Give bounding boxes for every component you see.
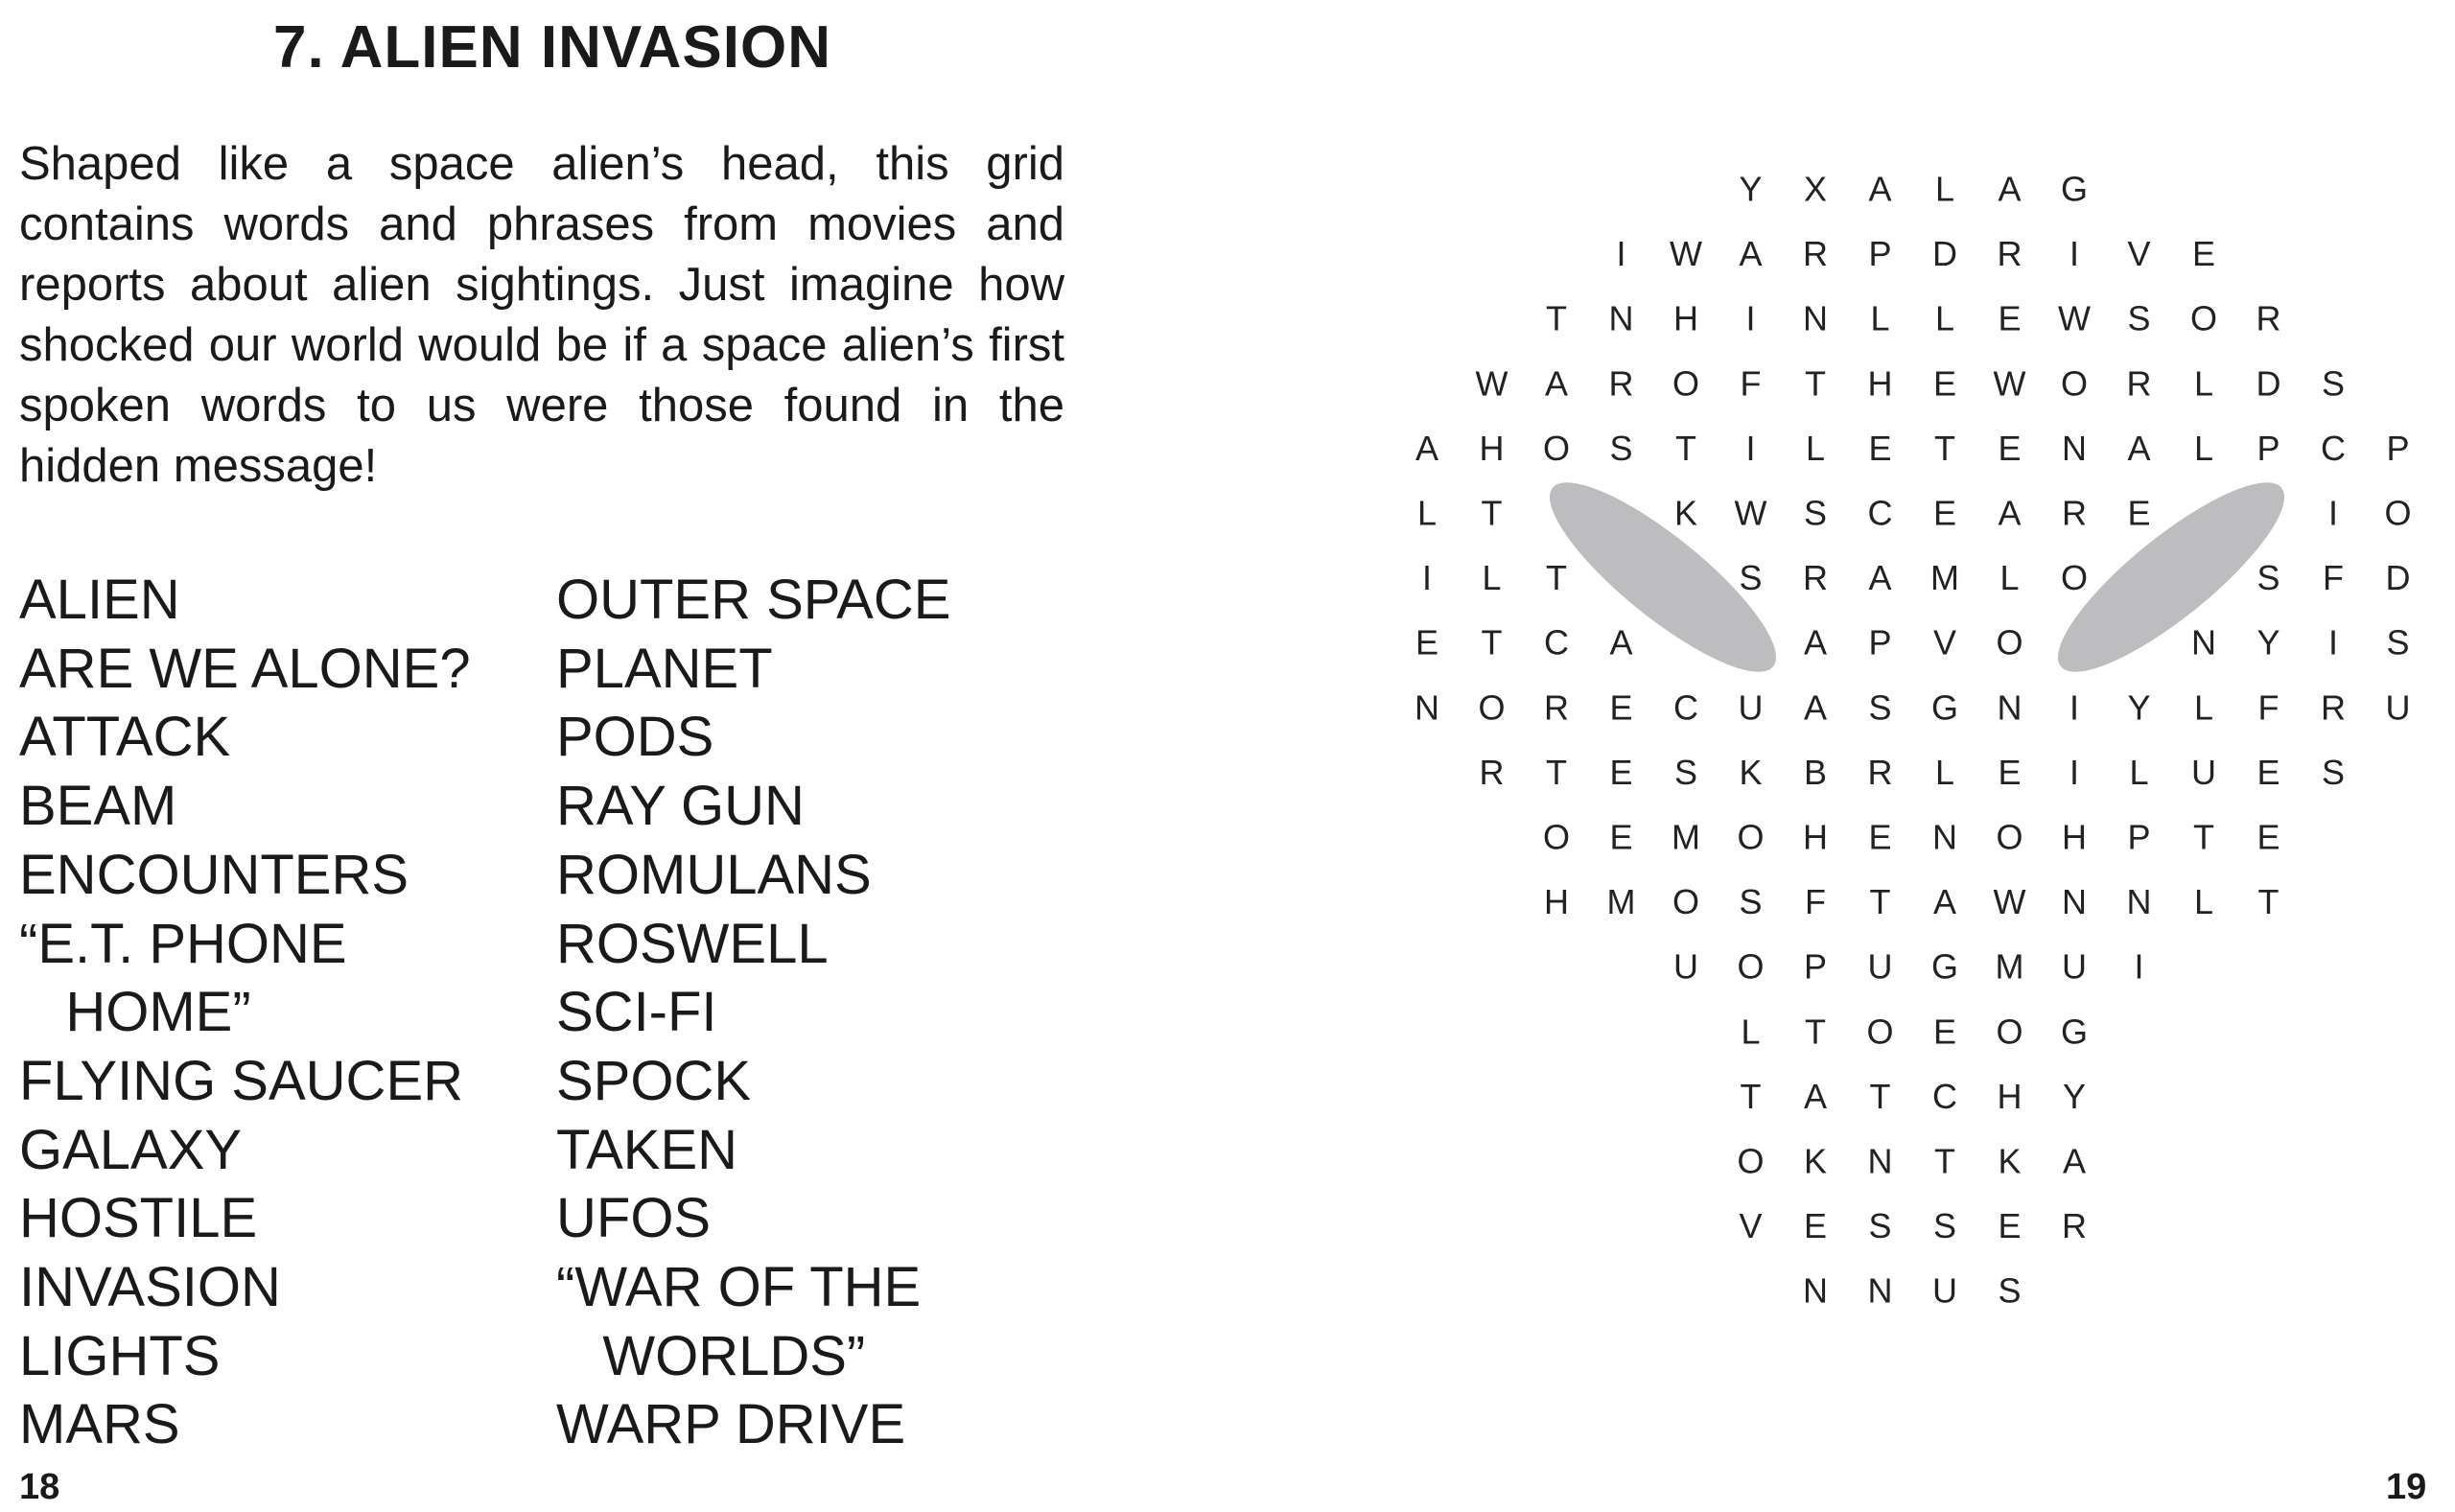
word-list-item: PODS <box>556 706 714 769</box>
grid-letter: Y <box>2256 622 2280 663</box>
word-list-item: “WAR OF THE <box>556 1256 922 1319</box>
grid-letter: I <box>1616 234 1626 274</box>
grid-letter: N <box>1867 1141 1893 1181</box>
grid-letter: E <box>2191 234 2216 274</box>
word-list-item: WORLDS” <box>556 1324 866 1387</box>
grid-letter: E <box>1868 817 1892 857</box>
word-list-item: PLANET <box>556 637 773 700</box>
grid-letter: M <box>1672 817 1700 857</box>
word-list-item: GALAXY <box>19 1118 243 1181</box>
grid-letter: C <box>1932 1076 1957 1116</box>
grid-letter: G <box>1930 687 1959 728</box>
grid-letter: R <box>1803 558 1828 598</box>
grid-letter: C <box>1673 687 1698 728</box>
grid-letter: L <box>1741 1012 1761 1052</box>
grid-letter: S <box>1609 428 1633 468</box>
grid-letter: T <box>1546 752 1567 792</box>
grid-letter: D <box>2256 363 2281 404</box>
grid-letter: F <box>1805 882 1826 922</box>
grid-letter: E <box>1998 428 2022 468</box>
grid-letter: H <box>1867 363 1893 404</box>
grid-letter: A <box>1803 622 1828 663</box>
grid-letter: H <box>1673 298 1698 338</box>
grid-letter: N <box>2062 428 2087 468</box>
grid-letter: O <box>1672 882 1700 922</box>
word-list-item: BEAM <box>19 775 177 838</box>
grid-letter: L <box>1934 169 1955 209</box>
word-list-item: SPOCK <box>556 1049 752 1112</box>
grid-letter: R <box>2321 687 2346 728</box>
grid-letter: P <box>1803 946 1828 987</box>
grid-letter: L <box>2129 752 2149 792</box>
word-list-item: WARP DRIVE <box>556 1393 906 1456</box>
grid-letter: U <box>1867 946 1893 987</box>
grid-letter: L <box>1482 558 1502 598</box>
grid-letter: T <box>1481 493 1503 533</box>
grid-letter: I <box>2134 946 2144 987</box>
grid-letter: S <box>1868 1206 1892 1246</box>
grid-letter: U <box>1932 1270 1957 1311</box>
grid-letter: C <box>2321 428 2346 468</box>
grid-letter: M <box>1930 558 1959 598</box>
grid-letter: E <box>1998 298 2022 338</box>
grid-letter: E <box>1998 1206 2022 1246</box>
grid-letter: P <box>1868 234 1892 274</box>
grid-letter: S <box>1739 882 1763 922</box>
grid-letter: H <box>2062 817 2087 857</box>
grid-letter: L <box>1934 752 1955 792</box>
grid-letter: R <box>1608 363 1634 404</box>
grid-letter: E <box>1609 817 1633 857</box>
grid-letter: P <box>1868 622 1892 663</box>
grid-letter: I <box>2069 234 2080 274</box>
grid-letter: L <box>1934 298 1955 338</box>
word-list-item: ARE WE ALONE? <box>19 637 471 700</box>
grid-letter: I <box>1421 558 1433 598</box>
grid-letter: A <box>1609 622 1633 663</box>
grid-letter: C <box>1544 622 1569 663</box>
word-list-item: UFOS <box>556 1187 712 1250</box>
grid-letter: R <box>2062 493 2087 533</box>
grid-letter: H <box>1997 1076 2022 1116</box>
grid-letter: V <box>1739 1206 1763 1246</box>
grid-letter: A <box>1544 363 1569 404</box>
grid-letter: S <box>1739 558 1763 598</box>
grid-letter: B <box>1803 752 1828 792</box>
grid-letter: F <box>2323 558 2344 598</box>
grid-letter: E <box>1803 1206 1828 1246</box>
word-list-item: ROSWELL <box>556 912 829 975</box>
grid-letter: O <box>1737 817 1765 857</box>
grid-letter: O <box>1996 622 2023 663</box>
grid-letter: O <box>1672 363 1700 404</box>
grid-letter: D <box>1932 234 1957 274</box>
grid-letters <box>1415 170 2412 1311</box>
grid-letter: A <box>1803 1076 1828 1116</box>
puzzle-title: 7. ALIEN INVASION <box>273 14 831 81</box>
grid-letter: R <box>1997 234 2022 274</box>
grid-letter: U <box>1673 946 1698 987</box>
grid-letter: T <box>1934 1141 1955 1181</box>
grid-letter: O <box>2384 493 2412 533</box>
grid-letter: L <box>1999 558 2020 598</box>
grid-letter: M <box>1606 882 1636 922</box>
grid-letter: G <box>2060 169 2089 209</box>
grid-letter: O <box>1996 817 2023 857</box>
grid-letter: H <box>1544 882 1569 922</box>
grid-letter: S <box>2256 558 2280 598</box>
grid-letter: A <box>2062 1141 2087 1181</box>
grid-letter: L <box>2193 428 2214 468</box>
grid-letter: W <box>1670 234 1702 274</box>
intro-paragraph: Shaped like a space alien’s head, this grid contains words and phrases from movies and reports about alien sightings. Just imagine how shocked our world would be if a space alien’s first spoken words to us were those found in the hidden message! <box>19 138 1064 492</box>
grid-letter: A <box>2127 428 2151 468</box>
grid-letter: L <box>2193 363 2214 404</box>
grid-letter: E <box>1998 752 2022 792</box>
grid-letter: A <box>1868 558 1892 598</box>
grid-letter: I <box>1745 428 1756 468</box>
grid-letter: N <box>2191 622 2216 663</box>
word-list-item: FLYING SAUCER <box>19 1049 464 1112</box>
grid-letter: T <box>1546 298 1567 338</box>
grid-letter: E <box>2127 493 2151 533</box>
grid-letter: I <box>2069 687 2080 728</box>
grid-letter: A <box>1868 169 1892 209</box>
grid-letter: L <box>2193 882 2214 922</box>
grid-letter: R <box>2062 1206 2087 1246</box>
grid-letter: A <box>1739 234 1763 274</box>
grid-letter: K <box>1803 1141 1828 1181</box>
grid-letter: H <box>1479 428 1505 468</box>
word-list-item: TAKEN <box>556 1118 738 1181</box>
word-list-item: LIGHTS <box>19 1324 221 1387</box>
grid-letter: S <box>1803 493 1828 533</box>
grid-letter: T <box>1869 882 1891 922</box>
grid-letter: T <box>1546 558 1567 598</box>
page-number-left: 18 <box>19 1467 60 1507</box>
grid-letter: V <box>1932 622 1957 663</box>
grid-letter: T <box>1675 428 1696 468</box>
word-list-item: “E.T. PHONE <box>19 912 347 975</box>
grid-letter: I <box>1745 298 1756 338</box>
grid-letter: T <box>2193 817 2214 857</box>
grid-letter: I <box>2069 752 2080 792</box>
grid-letter: S <box>2386 622 2410 663</box>
word-list-item: SCI-FI <box>556 981 717 1044</box>
grid-letter: N <box>1803 1270 1828 1311</box>
grid-letter: E <box>2256 752 2280 792</box>
grid-letter: T <box>1934 428 1955 468</box>
grid-letter: N <box>1608 298 1634 338</box>
grid-letter: L <box>1870 298 1890 338</box>
grid-letter: W <box>2058 298 2091 338</box>
grid-letter: S <box>1673 752 1698 792</box>
grid-letter: O <box>1737 946 1765 987</box>
word-list-item: HOSTILE <box>19 1187 258 1250</box>
grid-letter: P <box>2386 428 2410 468</box>
word-list-item: ROMULANS <box>556 843 872 906</box>
grid-letter: A <box>1415 428 1439 468</box>
grid-letter: V <box>2127 234 2151 274</box>
grid-letter: W <box>1993 363 2026 404</box>
grid-letter: N <box>1932 817 1957 857</box>
grid-letter: L <box>2193 687 2214 728</box>
grid-letter: R <box>1867 752 1893 792</box>
grid-letter: E <box>1932 363 1957 404</box>
grid-letter: A <box>1932 882 1957 922</box>
grid-letter: O <box>1996 1012 2023 1052</box>
grid-letter: A <box>1998 169 2022 209</box>
grid-letter: E <box>1415 622 1439 663</box>
grid-letter: R <box>2256 298 2281 338</box>
word-list-item: HOME” <box>19 981 251 1044</box>
grid-letter: S <box>2321 363 2346 404</box>
word-list-item: ALIEN <box>19 569 180 631</box>
grid-letter: E <box>1609 752 1633 792</box>
grid-letter: L <box>1805 428 1826 468</box>
grid-letter: N <box>2126 882 2152 922</box>
grid-letter: G <box>1930 946 1959 987</box>
grid-letter: A <box>1998 493 2022 533</box>
grid-letter: O <box>2189 298 2218 338</box>
grid-letter: N <box>2062 882 2087 922</box>
grid-letter: O <box>1542 428 1571 468</box>
word-list-item: RAY GUN <box>556 775 805 838</box>
grid-letter: U <box>2062 946 2087 987</box>
alien-eyes <box>1528 456 2307 698</box>
grid-letter: E <box>1932 1012 1957 1052</box>
grid-letter: S <box>1932 1206 1957 1246</box>
grid-letter: T <box>1481 622 1503 663</box>
grid-letter: O <box>2060 363 2089 404</box>
grid-letter: E <box>1609 687 1633 728</box>
grid-letter: I <box>2327 622 2339 663</box>
grid-letter: P <box>2127 817 2151 857</box>
grid-letter: N <box>1415 687 1439 728</box>
grid-letter: Y <box>2127 687 2151 728</box>
grid-letter: O <box>1737 1141 1765 1181</box>
grid-letter: U <box>2191 752 2216 792</box>
grid-letter: E <box>1868 428 1892 468</box>
grid-letter: U <box>1738 687 1764 728</box>
word-list-item: ATTACK <box>19 706 231 769</box>
grid-letter: W <box>1993 882 2026 922</box>
word-list-item: INVASION <box>19 1256 281 1319</box>
grid-letter: R <box>1544 687 1569 728</box>
grid-letter: W <box>1734 493 1767 533</box>
grid-letter: L <box>1416 493 1438 533</box>
grid-letter: Y <box>2062 1076 2087 1116</box>
word-list-item: MARS <box>19 1393 180 1456</box>
word-list-item: OUTER SPACE <box>556 569 951 631</box>
grid-letter: T <box>2257 882 2280 922</box>
grid-letter: K <box>1739 752 1763 792</box>
grid-letter: U <box>2385 687 2411 728</box>
grid-letter: K <box>1673 493 1698 533</box>
grid-letter: P <box>2256 428 2280 468</box>
grid-letter: T <box>1805 363 1826 404</box>
grid-letter: O <box>1866 1012 1894 1052</box>
grid-letter: S <box>1998 1270 2022 1311</box>
grid-letter: O <box>1542 817 1571 857</box>
grid-letter: S <box>2321 752 2346 792</box>
grid-letter: O <box>1478 687 1506 728</box>
grid-letter: R <box>1803 234 1828 274</box>
grid-letter: S <box>2127 298 2151 338</box>
grid-letter: R <box>2126 363 2152 404</box>
grid-letter: N <box>1867 1270 1893 1311</box>
grid-letter: R <box>1479 752 1505 792</box>
grid-letter: K <box>1998 1141 2022 1181</box>
grid-letter: A <box>1803 687 1828 728</box>
grid-letter: F <box>2257 687 2280 728</box>
grid-letter: W <box>1475 363 1508 404</box>
grid-letter: M <box>1995 946 2024 987</box>
grid-letter: N <box>1803 298 1828 338</box>
grid-letter: F <box>1740 363 1762 404</box>
grid-letter: T <box>1740 1076 1762 1116</box>
grid-letter: S <box>1868 687 1892 728</box>
word-list-item: ENCOUNTERS <box>19 843 409 906</box>
grid-letter: O <box>2060 558 2089 598</box>
grid-letter: Y <box>1739 169 1763 209</box>
page-number-right: 19 <box>2386 1467 2427 1507</box>
grid-letter: E <box>2256 817 2280 857</box>
grid-letter: N <box>1997 687 2022 728</box>
grid-letter: D <box>2385 558 2411 598</box>
grid-letter: T <box>1869 1076 1891 1116</box>
grid-letter: I <box>2327 493 2339 533</box>
grid-letter: G <box>2060 1012 2089 1052</box>
grid-letter: T <box>1805 1012 1826 1052</box>
grid-letter: H <box>1803 817 1828 857</box>
grid-letter: E <box>1932 493 1957 533</box>
grid-letter: X <box>1803 169 1828 209</box>
grid-letter: C <box>1867 493 1893 533</box>
